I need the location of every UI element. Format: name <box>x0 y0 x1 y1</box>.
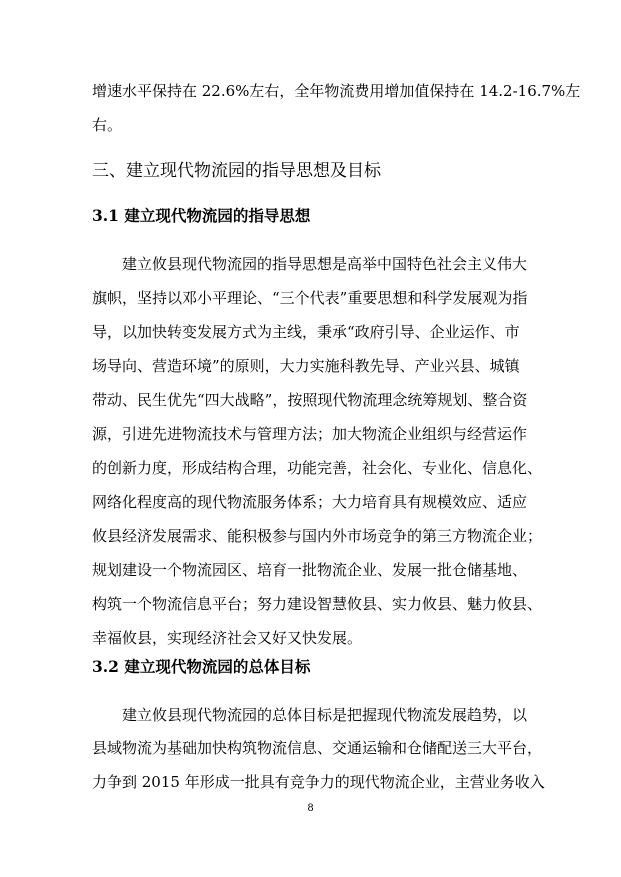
body-text-line: 网络化程度高的现代物流服务体系；大力培育具有规模效应、适应 <box>92 493 528 511</box>
body-text-line: 规划建设一个物流园区、培育一批物流企业、发展一批仓储基地、 <box>92 561 528 579</box>
body-text-line: 攸县经济发展需求、能积极参与国内外市场竞争的第三方物流企业； <box>92 527 543 545</box>
body-text-line: 建立攸县现代物流园的指导思想是高举中国特色社会主义伟大 <box>122 255 528 273</box>
body-text-line: 构筑一个物流信息平台；努力建设智慧攸县、实力攸县、魅力攸县、 <box>92 595 543 613</box>
subsection-heading-3-1: 3.1 建立现代物流园的指导思想 <box>92 206 311 225</box>
body-text-line: 旗帜，坚持以邓小平理论、“三个代表”重要思想和科学发展观为指 <box>92 289 528 307</box>
body-text-line: 力争到 2015 年形成一批具有竞争力的现代物流企业，主营业务收入 <box>92 773 545 791</box>
body-text-line: 导，以加快转变发展方式为主线，秉承“政府引导、企业运作、市 <box>92 323 520 341</box>
body-text-line: 幸福攸县，实现经济社会又好又快发展。 <box>92 629 363 647</box>
body-text-line: 县域物流为基础加快构筑物流信息、交通运输和仓储配送三大平台， <box>92 739 543 757</box>
body-text-line: 增速水平保持在 22.6%左右，全年物流费用增加值保持在 14.2-16.7%左 <box>92 82 581 100</box>
body-text-line: 建立攸县现代物流园的总体目标是把握现代物流发展趋势，以 <box>122 706 528 724</box>
body-text-line: 的创新力度，形成结构合理，功能完善，社会化、专业化、信息化、 <box>92 459 543 477</box>
page-number: 8 <box>307 803 314 814</box>
body-text-line: 源，引进先进物流技术与管理方法；加大物流企业组织与经营运作 <box>92 425 528 443</box>
body-text-line: 带动、民生优先“四大战略”，按照现代物流理念统筹规划、整合资 <box>92 391 528 409</box>
subsection-heading-3-2: 3.2 建立现代物流园的总体目标 <box>92 657 311 676</box>
section-heading: 三、建立现代物流园的指导思想及目标 <box>92 161 381 181</box>
body-text-line: 右。 <box>92 116 123 134</box>
body-text-line: 场导向、营造环境”的原则，大力实施科教先导、产业兴县、城镇 <box>92 357 520 375</box>
